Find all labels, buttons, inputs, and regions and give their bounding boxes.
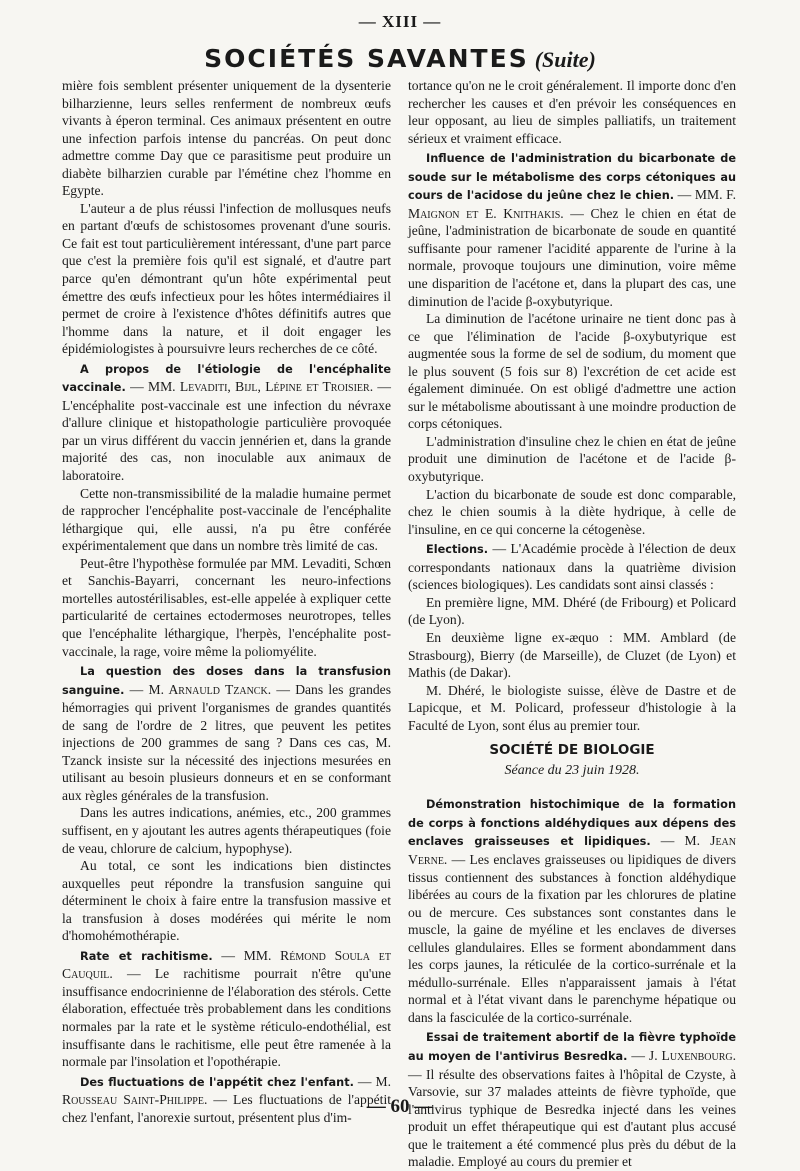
paragraph-text: L'administration d'insuline chez le chien en état de jeûne produit une diminution de l'acétone et de l'acide β-oxybutyrique. (408, 433, 736, 485)
academie-section (408, 77, 736, 734)
paragraph-text: L'encéphalite post-vaccinale est une infection du névraxe d'allure clinique et histopathologie particulière provoquée par un virus différent du vaccin jennérien et, dans la grande majorité des cas, non inoculable aux animaux de laboratoire. (62, 397, 391, 484)
paragraph (62, 857, 391, 945)
section-heading: Des fluctuations de l'appétit chez l'enfant. (80, 1075, 354, 1089)
paragraph (62, 804, 391, 857)
paragraph-text: Le rachitisme pourrait n'être qu'une insuffisance endocrinienne de l'élaboration des stérols. Cette élaboration, effectuée très probablement dans les conditions normales par la rate et le système réticulo-endothélial, est insuffisante dans le rachitisme, elle peut être ramenée à la normale par l'insolation et l'opothérapie. (62, 966, 392, 1070)
seance-date: Séance du 23 juin 1928. (504, 762, 640, 778)
section-heading: A propos de l'étiologie de l'encéphalite vaccinale. (62, 362, 391, 395)
paragraph (62, 485, 391, 555)
paragraph: Essai de traitement abortif de la fièvre typhoïde au moyen de l'antivirus Besredka. — J. Luxenbourg. — Il résulte des observations faites à l'hôpital de Czyste, à Varsovie, sur 37 malades atteints de fièvre typhoïde, que l'antivirus typhique de Besredka injecté dans les veines produit un effet thérapeutique qui est d'autant plus accusé que le traitement a été commencé plus près du début de la maladie. Employé au cours du premier et (408, 1031, 737, 1170)
paragraph-text: Peut-être l'hypothèse formulée par MM. Levaditi, Schœn et Sanchis-Bayarri, concernant les neuro-infections mortelles autostérilisables, est-elle appelée à expliquer cette particularité de certaines ectodermoses neurotropes, telles que l'encéphalite léthargique, l'herpès, l'encéphalite post-vaccinale, la rage, voire même la poliomyélite. (62, 555, 391, 659)
authors: M. Arnauld Tzanck. (148, 681, 272, 697)
title-suite: (Suite) (534, 47, 596, 72)
section-heading: Rate et rachitisme. (80, 949, 213, 963)
authors: MM. Rémond Soula et Cauquil. (62, 947, 392, 982)
left-column (62, 77, 392, 1125)
paragraph: A propos de l'étiologie de l'encéphalite vaccinale. — MM. Levaditi, Bijl, Lépine et Troisier. — L'encéphalite post-vaccinale est une infection du névraxe d'allure clinique et histopathologie particulière provoquée par un virus différent du vaccin jennérien et, dans la grande majorité des cas, non inoculable aux animaux de laboratoire. (62, 362, 392, 484)
page-number-roman: — XIII — (358, 12, 442, 31)
paragraph (62, 555, 391, 660)
paragraph (408, 629, 736, 682)
paragraph-text: En première ligne, MM. Dhéré (de Fribourg) et Policard (de Lyon). (408, 594, 736, 628)
authors: MM. F. Maignon et E. Knithakis. (408, 187, 737, 221)
paragraph-text: En deuxième ligne ex-æquo : MM. Amblard (de Strasbourg), Bierry (de Marseille), de Cluzet (de Lyon) et Mathis (de Dakar). (408, 629, 736, 681)
section-heading: Elections. (426, 543, 489, 557)
right-column (408, 77, 737, 1170)
page-title (0, 44, 800, 73)
section-heading: Démonstration histochimique de la formation de corps à fonctions aldéhydiques aux dépens des enclaves graisseuses et lipidiques. (408, 798, 736, 849)
section-title-biologie: SOCIÉTÉ DE BIOLOGIE (489, 742, 655, 759)
paragraph (408, 433, 736, 486)
authors: M. Rousseau Saint-Philippe. (62, 1073, 391, 1108)
paragraph-text: Dans les grandes hémorragies qui privent l'organismes de grandes quantités de sang de l'ordre de 2 litres, que peuvent les petites injections de 200 grammes de sang ? Dans ces cas, M. Tzanck insiste sur la nécessité des injections mesurées en utilisant au besoin plusieurs donneurs et en se conformant aux règles générales de la transfusion. (62, 681, 391, 803)
paragraph: La question des doses dans la transfusion sanguine. — M. Arnauld Tzanck. — Dans les grandes hémorragies qui privent l'organismes de grandes quantités de sang de l'ordre de 2 litres, que peuvent les petites injections de 200 grammes de sang ? Dans ces cas, M. Tzanck insiste sur la nécessité des injections mesurées en utilisant au besoin plusieurs donneurs et en se conformant aux règles générales de la transfusion. (62, 665, 391, 803)
paragraph-text: L'action du bicarbonate de soude est donc comparable, chez le chien soumis à la diète hydrique, à celle de l'insuline, en ce qui concerne la cétogenèse. (408, 486, 736, 537)
paragraph-text: Il résulte des observations faites à l'hôpital de Czyste, à Varsovie, sur 37 malades atteints de fièvre typhoïde, que l'antivirus typhique de Besredka injecté dans les veines produit un effet thérapeutique qui est d'autant plus accusé que le traitement a été commencé plus près du début de la maladie. Employé au cours du premier et (408, 1066, 736, 1170)
paragraph: Démonstration histochimique de la formation de corps à fonctions aldéhydiques aux dépens des enclaves graisseuses et lipidiques. — M. Jean Verne. — Les enclaves graisseuses ou lipidiques de divers tissus contiennent des substances à fonction aldéhydique libérées au cours de la fixation par les chlorures de platine ou de mercure. Ces substances sont constantes dans le muscle, la gaine de myéline et les enclaves de diverses cellules glandulaires. Elles se forment abondamment dans les corps jaunes, la réticulée de la cortico-surrénale et la médullo-surrénale. Elles n'apparaissent jamais à l'état normal et à l'état vivant dans le parenchyme hépatique ou dans la fasciculée de la cortico-surrénale. (408, 798, 737, 1025)
paragraph-text: Dans les autres indications, anémies, etc., 200 grammes suffisent, en y ajoutant les autres agents thérapeutiques (foie de veau, chlorure de calcium, hypophyse). (62, 805, 391, 856)
title-text: SOCIÉTÉS SAVANTES (204, 44, 529, 73)
paragraph-text: L'Académie procède à l'élection de deux correspondants nationaux dans la quatrième division (sciences biologiques). Les candidats sont ainsi classés : (408, 541, 736, 593)
paragraph (62, 77, 391, 200)
paragraph-text: Les enclaves graisseuses ou lipidiques de divers tissus contiennent des substances à fonction aldéhydique libérées au cours de la fixation par les chlorures de platine ou de mercure. Ces substances sont constantes dans le muscle, la gaine de myéline et les enclaves de diverses cellules glandulaires. Elles se forment abondamment dans les corps jaunes, la réticulée de la cortico-surrénale et la médullo-surrénale. Elles n'apparaissent jamais à l'état normal et à l'état vivant dans le parenchyme hépatique ou dans la fasciculée de la cortico-surrénale. (408, 851, 736, 1025)
paragraph: Rate et rachitisme. — MM. Rémond Soula et Cauquil. — Le rachitisme pourrait n'être qu'une insuffisance endocrinienne de l'élaboration des stérols. Cette élaboration, effectuée très probablement dans les conditions normales par la rate et le système réticulo-endothélial, est insuffisante dans le rachitisme, elle peut être ramenée à la normale par l'insolation et l'opothérapie. (62, 947, 392, 1070)
paragraph-text: tortance qu'on ne le croit généralement. Il importe donc d'en rechercher les causes et d'en prévoir les conséquences en leur opposant, au lieu de simples palliatifs, un traitement sérieux et vraiment efficace. (408, 78, 736, 146)
paragraph: Influence de l'administration du bicarbonate de soude sur le métabolisme des corps cétoniques au cours de l'acidose du jeûne chez le chien. — MM. F. Maignon et E. Knithakis. — Chez le chien en état de jeûne, l'administration de bicarbonate de soude en quantité suffisante pour ramener l'acidité apparente de l'urine à la normale, provoque toujours une diminution, voire même une disparition de l'acétone et, dans la plupart des cas, une diminution de l'acide β-oxybutyrique. (408, 152, 737, 309)
section-heading: Essai de traitement abortif de la fièvre typhoïde au moyen de l'antivirus Besredka. (408, 1031, 736, 1063)
paragraph-text: Cette non-transmissibilité de la maladie humaine permet de rapprocher l'encéphalite post-vaccinale de l'encéphalite léthargique qui, elle aussi, n'a pu être conférée expérimentalement que dans un nombre très limité de cas. (62, 485, 391, 554)
section-heading: La question des doses dans la transfusion sanguine. (62, 665, 391, 697)
authors: M. Jean Verne. (408, 833, 737, 867)
paragraph-text: La diminution de l'acétone urinaire ne tient donc pas à ce que l'élimination de l'acide β-oxybutyrique est augmentée sous la forme de sel de sodium, du moment que le plus souvent (5 fois sur 8) l'excrétion de cet acide est également diminuée. On est obligé d'admettre une action sur le métabolisme aboutissant à une moindre production de corps cétoniques. (408, 311, 736, 432)
paragraph (408, 310, 736, 433)
authors: MM. Levaditi, Bijl, Lépine et Troisier. (147, 379, 374, 395)
paragraph (408, 594, 736, 629)
section-heading: Influence de l'administration du bicarbonate de soude sur le métabolisme des corps cétoniques au cours de l'acidose du jeûne chez le chien. (408, 152, 736, 203)
paragraph (408, 486, 736, 539)
paragraph (62, 200, 391, 358)
page-number: — 60 — (366, 1096, 434, 1117)
paragraph-text: Au total, ce sont les indications bien distinctes auxquelles peut répondre la transfusion sanguine qui déterminent le choix à faire entre la transfusion massive et la transfusion à doses modérées qui mérite le nom d'homohémothérapie. (62, 858, 391, 944)
authors: J. Luxenbourg. (648, 1047, 737, 1063)
paragraph (408, 682, 736, 735)
paragraph: Elections. — L'Académie procède à l'élection de deux correspondants nationaux dans la quatrième division (sciences biologiques). Les candidats sont ainsi classés : (408, 541, 736, 593)
paragraph-text: L'auteur a de plus réussi l'infection de mollusques neufs en partant d'œufs de schistosomes provenant d'une souris. Ce fait est tout particulièrement intéressant, d'une part parce que c'est la première fois qu'il est signalé, et d'autre part parce qu'en démontrant qu'un hôte expérimental peut émettre des œufs infectieux pour les hôtes intermédiaires il permet de croire à l'existence d'hôtes définitifs autres que l'homme dans la nature, et il doit engager les épidémiologistes à poursuivre leurs recherches de ce côté. (62, 200, 391, 357)
paragraph: Des fluctuations de l'appétit chez l'enfant. — M. Rousseau Saint-Philippe. — Les fluctuations de l'appétit chez l'enfant, l'anorexie surtout, présentent plus d'im- (62, 1073, 392, 1125)
paragraph-text: Chez le chien en état de jeûne, l'administration de bicarbonate de soude en quantité suffisante pour ramener l'acidité apparente de l'urine à la normale, provoque toujours une diminution, voire même une disparition de l'acétone et, dans la plupart des cas, une diminution de l'acide β-oxybutyrique. (408, 205, 737, 309)
paragraph (408, 77, 736, 147)
paragraph-text: Les fluctuations de l'appétit chez l'enfant, l'anorexie surtout, présentent plus d'im- (62, 1092, 392, 1125)
paragraph-text: mière fois semblent présenter uniquement de la dysenterie bilharzienne, leurs selles renferment de nombreux œufs vivants à éperon terminal. Ces animaux présentent en outre une infection parfois intense du pancréas. On peut donc admettre comme Day que ce parasitisme peut produire un diabète bilharzien curable par l'émétine chez l'homme en Egypte. (62, 78, 391, 199)
paragraph-text: M. Dhéré, le biologiste suisse, élève de Dastre et de Lapicque, et M. Policard, professeur d'histologie à la Faculté de Lyon, sont élus au premier tour. (408, 682, 736, 733)
